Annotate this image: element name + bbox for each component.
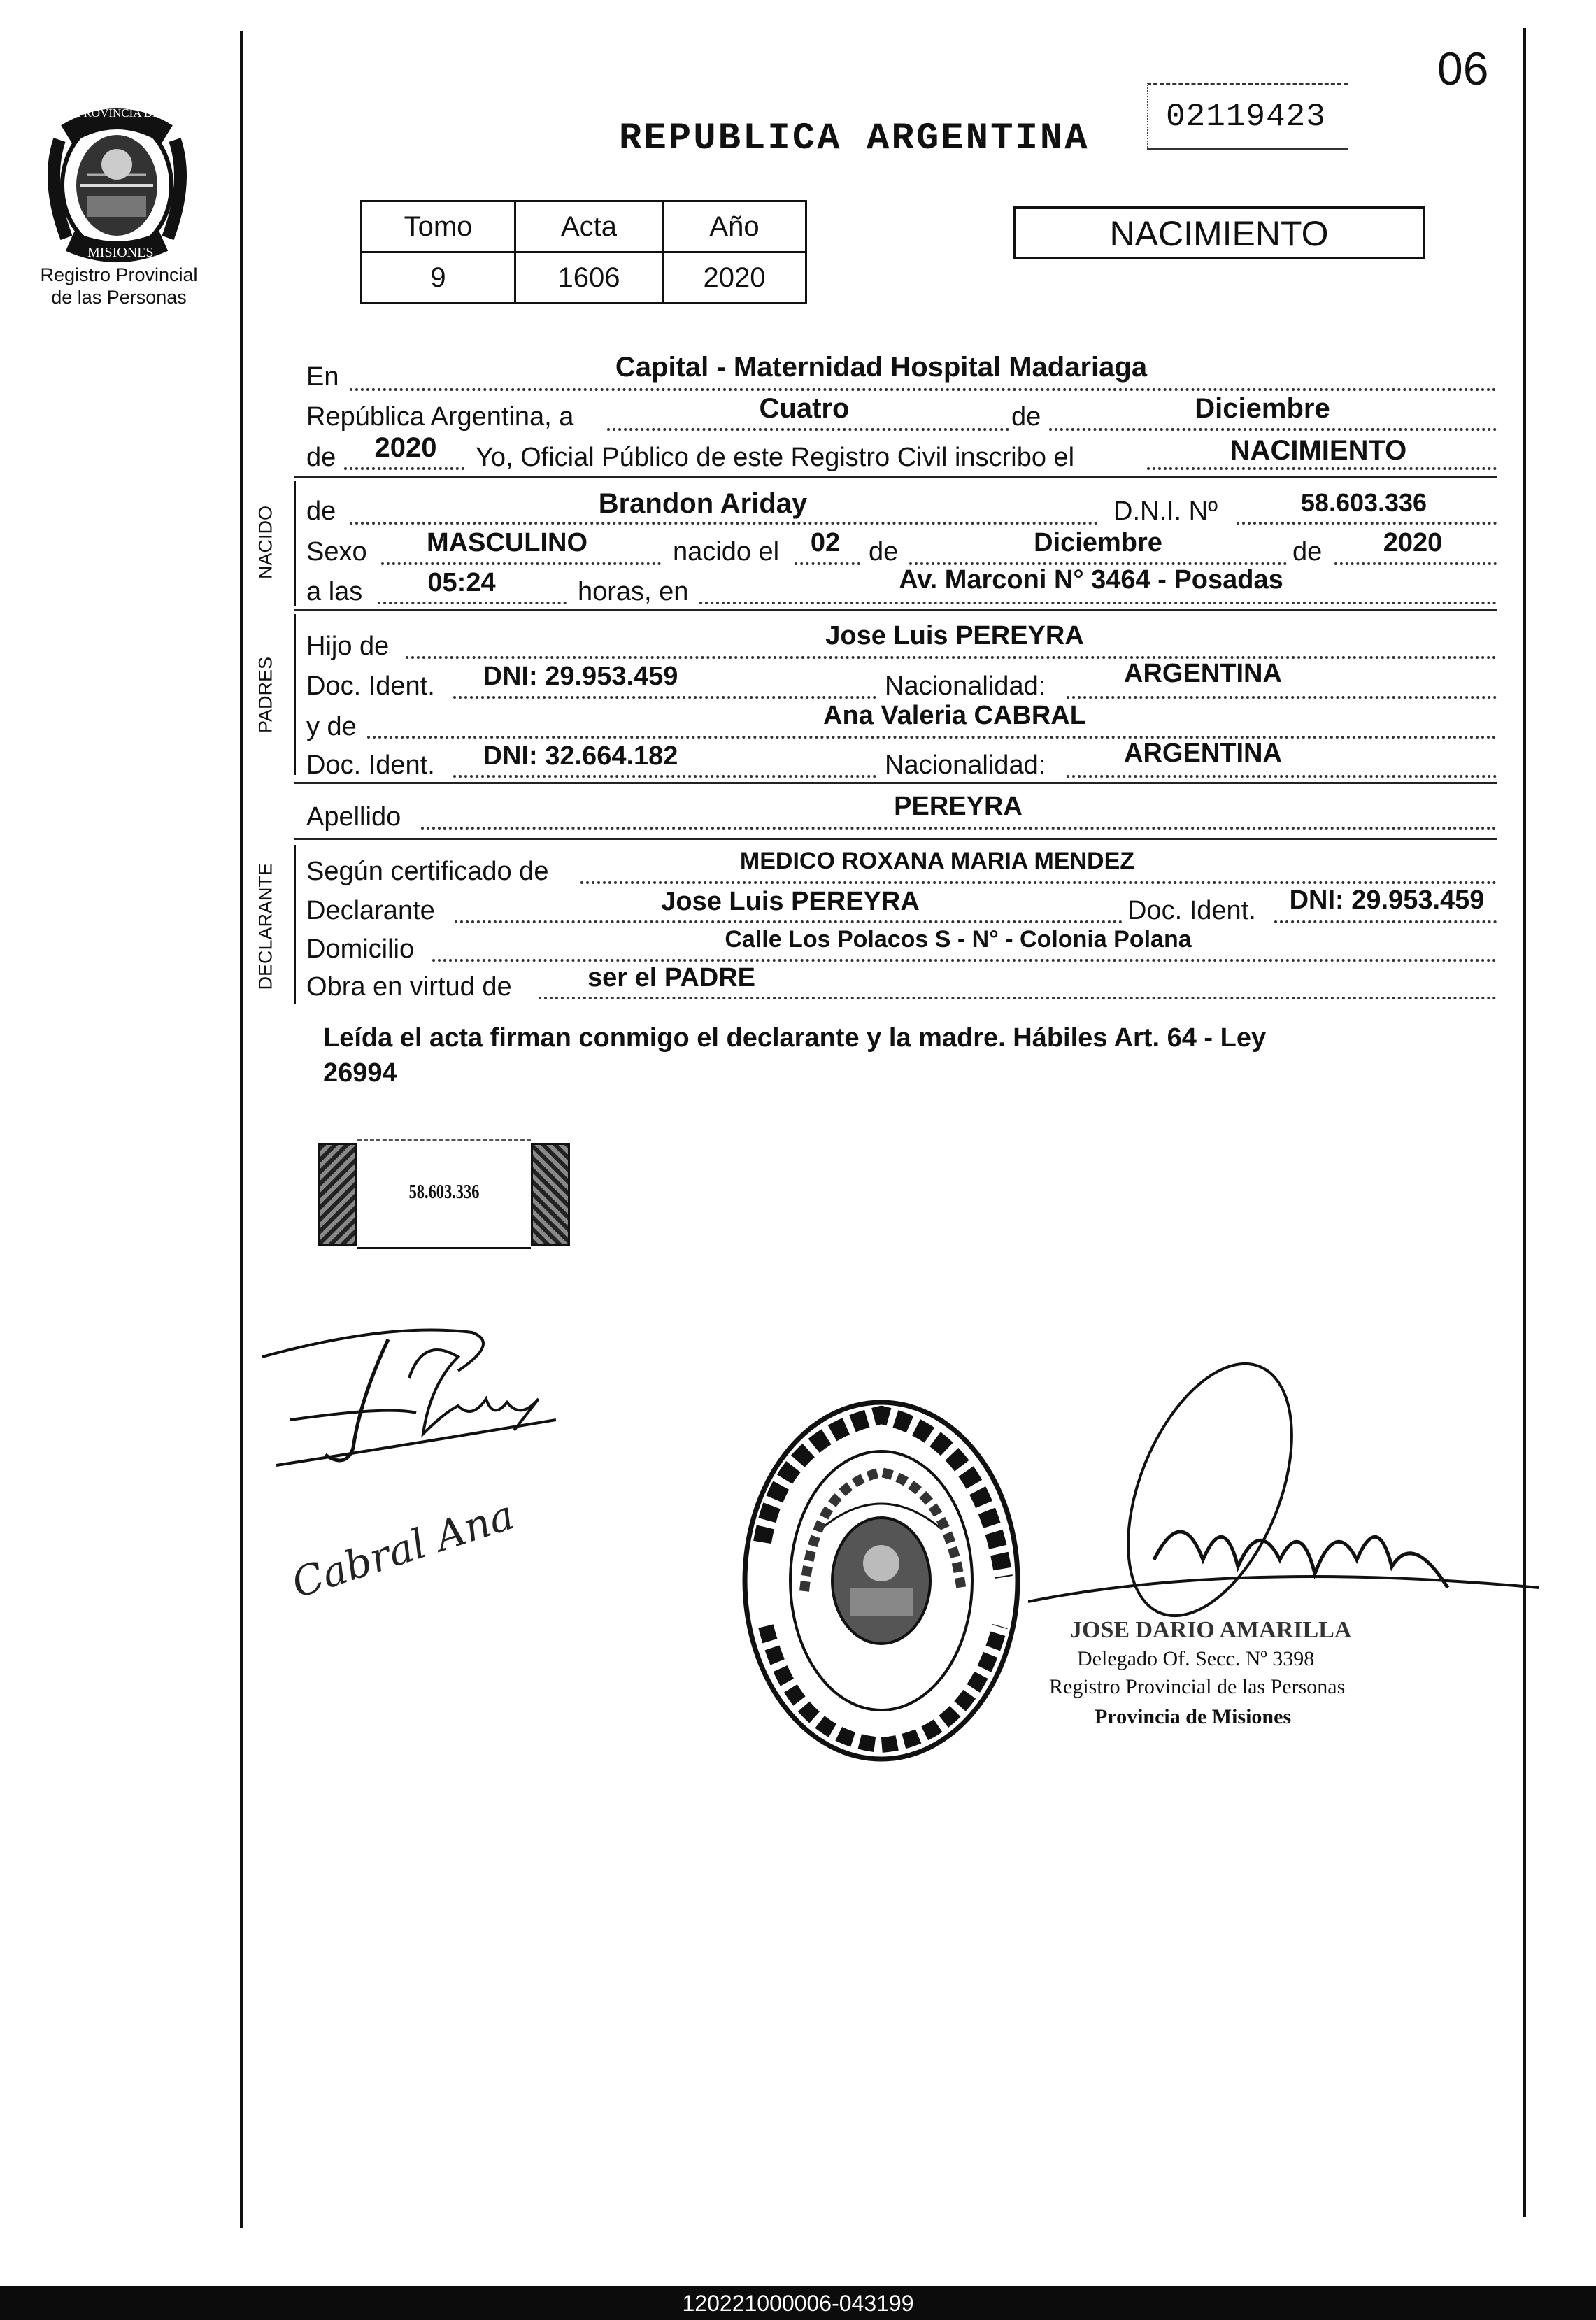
registration-year: 2020 <box>374 432 437 463</box>
closing-text-line1: Leída el acta firman conmigo el declarante y la madre. Hábiles Art. 64 - Ley <box>323 1023 1267 1053</box>
sticker-center <box>357 1139 531 1249</box>
apellido-label: Apellido <box>306 802 401 832</box>
mother-signature: Cabral Ana <box>285 1490 520 1607</box>
logo-ring-text-bottom: MISIONES <box>87 245 154 260</box>
father-dni: DNI: 29.953.459 <box>483 662 678 691</box>
name-dots <box>350 522 1098 525</box>
mother-name: Ana Valeria CABRAL <box>823 701 1086 730</box>
father-dots <box>406 656 1497 659</box>
surname: PEREYRA <box>894 792 1023 821</box>
registration-day: Cuatro <box>759 393 850 424</box>
birth-month: Diciembre <box>1034 528 1162 557</box>
birth-time: 05:24 <box>427 568 496 597</box>
sex-dots <box>381 562 661 565</box>
father-nationality-label: Nacionalidad: <box>885 671 1046 701</box>
provincial-logo <box>38 98 196 266</box>
medical-certifier: MEDICO ROXANA MARIA MENDEZ <box>739 848 1135 874</box>
record-header-acta: Acta <box>515 201 663 252</box>
day-dots <box>607 428 1009 431</box>
official-position: Delegado Of. Secc. Nº 3398 <box>1077 1647 1315 1670</box>
month-dots <box>1049 428 1497 431</box>
declarant-doc-label: Doc. Ident. <box>1127 896 1256 925</box>
birth-place: Capital - Maternidad Hospital Madariaga <box>615 352 1148 383</box>
official-signature <box>1028 1350 1539 1658</box>
nacido-bracket <box>294 481 296 606</box>
de-label-2: de <box>306 443 336 472</box>
child-dni: 58.603.336 <box>1300 488 1427 517</box>
left-margin-line <box>240 31 243 2228</box>
mother-nationality: ARGENTINA <box>1124 739 1282 768</box>
obra-dots <box>539 997 1497 999</box>
sticker-number: 58.603.336 <box>408 1181 480 1203</box>
document-id-footer <box>0 2286 1596 2320</box>
official-office: Registro Provincial de las Personas <box>1049 1675 1346 1698</box>
birth-day: 02 <box>810 528 841 557</box>
certificado-label: Según certificado de <box>306 857 549 886</box>
cert-dots <box>580 881 1497 884</box>
serial-number: 02119423 <box>1166 99 1326 135</box>
mother-dni: DNI: 32.664.182 <box>483 741 678 771</box>
divider-nacido <box>294 609 1497 611</box>
logo-caption-line1: Registro Provincial <box>40 264 198 285</box>
nacido-section-label: NACIDO <box>255 506 276 580</box>
dni-dots <box>1237 522 1497 525</box>
record-table <box>360 200 807 304</box>
child-name: Brandon Ariday <box>598 488 808 519</box>
declarante-dots <box>455 920 1123 923</box>
obra-label: Obra en virtud de <box>306 972 512 1002</box>
misiones-crest-icon <box>38 98 196 266</box>
mother-nat-dots <box>1067 775 1497 778</box>
sticker-left-fingerprint <box>318 1143 357 1246</box>
declarant-relation: ser el PADRE <box>587 963 756 992</box>
declarant-signature-icon <box>248 1315 598 1483</box>
declarant-name: Jose Luis PEREYRA <box>661 887 920 916</box>
dni-label: D.N.I. Nº <box>1113 497 1218 526</box>
right-margin-line <box>1523 28 1526 2217</box>
nacido-de-label: de <box>306 497 336 526</box>
birth-address: Av. Marconi N° 3464 - Posadas <box>899 565 1283 595</box>
logo-ring-text-top: PROVINCIA DE <box>77 106 160 120</box>
mother-doc-label: Doc. Ident. <box>306 750 435 780</box>
sticker-right-fingerprint <box>531 1143 570 1246</box>
padres-bracket <box>294 614 296 775</box>
nacido-de-label-3: de <box>1292 537 1323 567</box>
nacido-el-label: nacido el <box>673 537 780 567</box>
record-header-tomo: Tomo <box>362 201 515 252</box>
declarante-bracket <box>294 845 296 1004</box>
y-de-label: y de <box>306 712 357 741</box>
domicilio-dots <box>432 959 1497 962</box>
en-dots <box>350 388 1497 391</box>
oficial-sentence: Yo, Oficial Público de este Registro Civil inscribo el <box>476 443 1075 472</box>
declarant-signature <box>248 1315 598 1483</box>
father-nationality: ARGENTINA <box>1124 659 1282 688</box>
divider-apellido <box>294 838 1497 840</box>
declarante-label: Declarante <box>306 896 435 925</box>
child-sex: MASCULINO <box>426 528 588 557</box>
hijo-de-label: Hijo de <box>306 632 390 661</box>
official-province: Provincia de Misiones <box>1095 1705 1292 1728</box>
registration-month: Diciembre <box>1195 393 1330 424</box>
mother-doc-dots <box>453 775 876 778</box>
record-table-header-row <box>362 201 806 252</box>
father-doc-dots <box>453 696 876 699</box>
event-type-box <box>1013 206 1425 259</box>
page-number: 06 <box>1437 43 1489 94</box>
record-value-anio: 2020 <box>663 252 806 304</box>
en-label: En <box>306 362 339 392</box>
padres-section-label: PADRES <box>255 656 276 734</box>
republica-label: República Argentina, a <box>306 402 574 432</box>
divider-padres <box>294 782 1497 784</box>
declarant-dni: DNI: 29.953.459 <box>1289 885 1485 915</box>
registered-event: NACIMIENTO <box>1230 435 1407 466</box>
domicilio-label: Domicilio <box>306 934 415 964</box>
year-dots <box>344 467 464 470</box>
official-signature-icon <box>1028 1350 1539 1658</box>
event-type-label: NACIMIENTO <box>1109 214 1329 253</box>
divider-intro <box>294 476 1497 478</box>
mother-dots <box>367 736 1497 739</box>
closing-text-line2: 26994 <box>323 1058 397 1088</box>
a-las-label: a las <box>306 577 363 606</box>
de-label-1: de <box>1011 402 1041 432</box>
official-stamp <box>738 1395 1025 1766</box>
birth-year: 2020 <box>1383 528 1443 557</box>
event-dots <box>1147 467 1497 470</box>
official-name: JOSE DARIO AMARILLA <box>1070 1617 1352 1643</box>
father-name: Jose Luis PEREYRA <box>825 621 1084 650</box>
birth-address-dots <box>699 602 1497 604</box>
birth-year-dots <box>1334 562 1497 565</box>
time-dots <box>378 602 567 604</box>
record-value-acta: 1606 <box>515 252 663 304</box>
record-value-tomo: 9 <box>362 252 515 304</box>
official-stamp-icon <box>738 1395 1025 1766</box>
father-doc-label: Doc. Ident. <box>306 671 435 701</box>
apellido-dots <box>421 827 1497 830</box>
serial-number-stamp <box>1147 83 1348 150</box>
declarante-section-label: DECLARANTE <box>255 862 276 990</box>
document-id-code: 120221000006-043199 <box>682 2291 914 2316</box>
id-sticker <box>318 1139 570 1249</box>
logo-caption-line2: de las Personas <box>51 287 187 308</box>
declarant-address: Calle Los Polacos S - N° - Colonia Polana <box>725 926 1192 953</box>
nacido-de-label-2: de <box>869 537 899 567</box>
record-header-anio: Año <box>663 201 806 252</box>
horas-en-label: horas, en <box>578 577 689 606</box>
mother-nationality-label: Nacionalidad: <box>885 750 1046 780</box>
sexo-label: Sexo <box>306 537 367 567</box>
declarant-doc-dots <box>1274 920 1497 923</box>
document-title: REPUBLICA ARGENTINA <box>619 118 1090 160</box>
father-nat-dots <box>1067 696 1497 699</box>
record-table-value-row <box>362 252 806 304</box>
